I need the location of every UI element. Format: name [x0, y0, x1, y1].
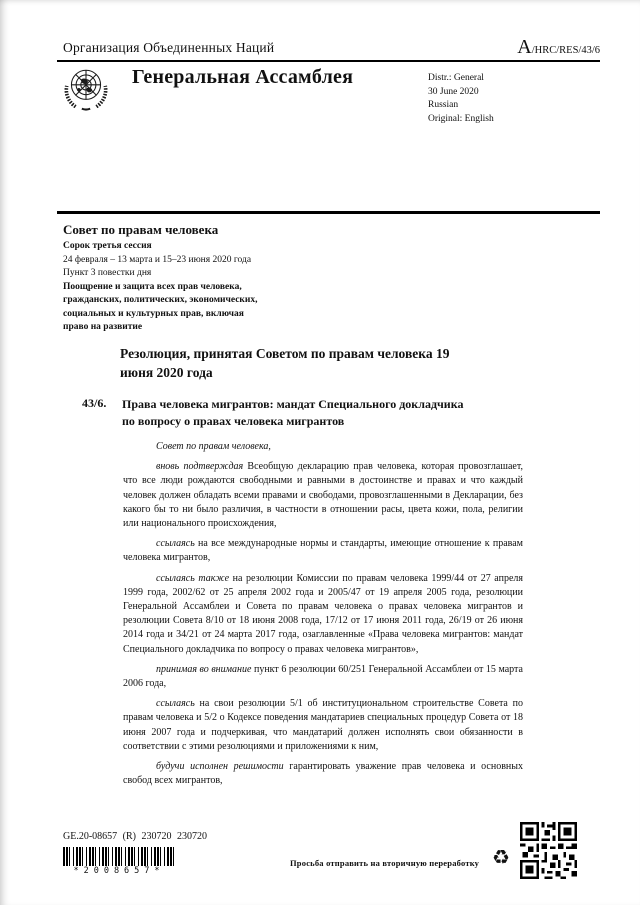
agenda-item: Пункт 3 повестки дня	[63, 268, 152, 278]
document-symbol	[517, 36, 600, 59]
paragraph-lead: будучи исполнен решимости	[156, 761, 284, 773]
language-line: Russian	[428, 100, 459, 110]
paragraph-text: на все международные нормы и стандарты, имеющие отношение к правам человека мигрантов,	[123, 538, 523, 564]
resolution-title: Права человека мигрантов: мандат Специального докладчика по вопросу о правах человека мигрантов	[122, 397, 464, 428]
section-divider-rule	[57, 211, 600, 214]
document-symbol-letter: A	[517, 36, 532, 58]
distr-line: Distr.: General	[428, 73, 484, 83]
paragraph-text: на резолюции Комиссии по правам человека 1999/44 от 27 апреля 1999 года, 2002/62 от 25 апреля 2002 года и 2005/47 от 19 апреля 2005 года, резолюции Генеральной Ассамблеи и Совета по правам человека о правах человека мигрантов и резолюции Совета 8/10 от 18 июня 2008 года, 17/12 от 17 июня 2011 года, 26/19 от 26 июня 2014 года и 34/21 от 24 марта 2017 года, озаглавленные «Права человека мигрантов: мандат Специального докладчика по вопросу о правах человека мигрантов»,	[123, 572, 523, 655]
preamble-paragraph	[123, 760, 523, 788]
org-name: Организация Объединенных Наций	[63, 40, 275, 55]
session-dates: 24 февраля – 13 марта и 15–23 июня 2020 года	[63, 254, 252, 265]
council-name: Совет по правам человека	[63, 222, 219, 237]
salutation: Совет по правам человека,	[156, 441, 271, 452]
preamble-paragraph	[123, 572, 523, 657]
paragraph-lead: ссылаясь	[156, 698, 195, 710]
paragraph-text: гарантировать уважение прав человека и основных свобод всех мигрантов,	[123, 761, 523, 787]
session-name: Сорок третья сессия	[63, 241, 152, 251]
paragraph-lead: ссылаясь также	[156, 572, 230, 584]
preamble-paragraph	[123, 697, 523, 754]
resolution-adoption-title: Резолюция, принятая Советом по правам человека 19 июня 2020 года	[120, 346, 450, 380]
paragraph-lead: вновь подтверждая	[156, 461, 244, 473]
document-symbol-rest: /HRC/RES/43/6	[531, 45, 600, 56]
date-line: 30 June 2020	[428, 86, 479, 97]
paragraph-lead: ссылаясь	[156, 538, 195, 550]
recycle-icon: ♻	[492, 845, 510, 869]
recycle-note: Просьба отправить на вторичную переработку	[290, 858, 480, 868]
session-block	[63, 221, 293, 335]
agenda-item-title: Поощрение и защита всех прав человека, гражданских, политических, экономических, социальных и культурных прав, включая право на развитие	[63, 281, 258, 332]
barcode	[63, 847, 175, 866]
preamble-paragraph	[123, 460, 523, 531]
preamble-paragraph	[123, 537, 523, 565]
original-language-line: Original: English	[428, 113, 494, 124]
preamble-paragraph	[123, 663, 523, 691]
header-rule	[57, 60, 600, 62]
distribution-block	[428, 72, 494, 126]
resolution-number: 43/6.	[82, 396, 107, 410]
un-emblem-icon	[59, 64, 113, 116]
paragraph-text: пункт 6 резолюции 60/251 Генеральной Ассамблеи от 15 марта 2006 года,	[123, 663, 523, 690]
paragraph-text: Всеобщую декларацию прав человека, которая провозглашает, что все люди рождаются свободными и равными в достоинстве и правах и что каждый человек должен обладать всеми правами и свободами, провозглашенными в Декларации, без какого бы то ни было различия, в частности в отношении расы, цвета кожи, пола, религии или национального происхождения,	[123, 461, 523, 530]
paragraph-text: на свои резолюции 5/1 об институциональном строительстве Совета по правам человека и 5/2 о Кодексе поведения мандатариев специальных процедур Совета от 18 июня 2007 года и подчеркивая, что мандатарий должен исполнять свои обязанности в соответствии с этими резолюциями и приложениями к ним,	[123, 698, 523, 752]
qr-code	[520, 822, 577, 879]
assembly-title: Генеральная Ассамблея	[132, 66, 354, 88]
document-reference: GE.20-08657 (R) 230720 230720	[63, 831, 207, 842]
barcode-text: *2008657*	[73, 866, 165, 876]
resolution-body	[123, 440, 523, 794]
paragraph-lead: принимая во внимание	[156, 663, 252, 675]
